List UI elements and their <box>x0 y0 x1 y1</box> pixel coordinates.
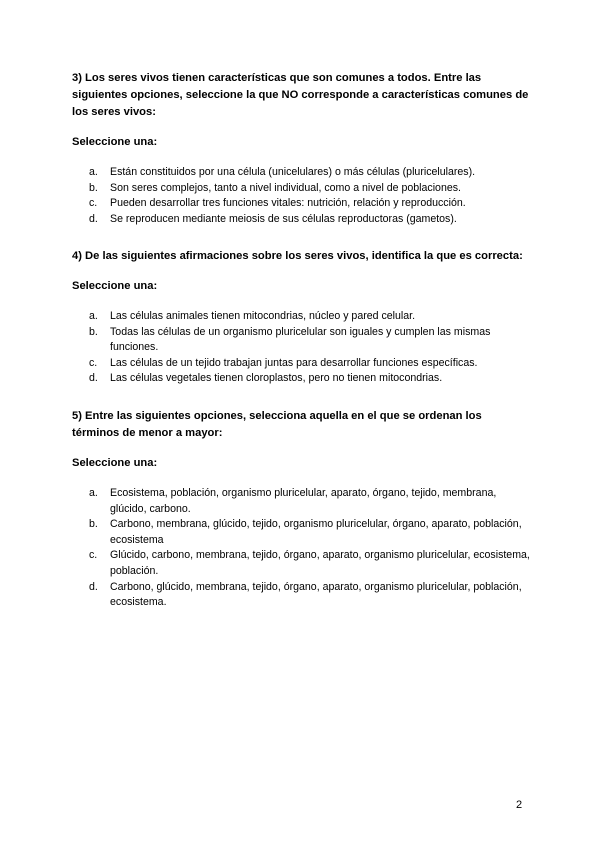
option-text: Carbono, membrana, glúcido, tejido, organismo pluricelular, órgano, aparato, población, ecosistema <box>110 518 522 546</box>
option-b[interactable] <box>72 517 532 548</box>
option-d[interactable] <box>72 580 532 611</box>
question-instruction: Seleccione una: <box>72 457 158 469</box>
question-title: 4) De las siguientes afirmaciones sobre los seres vivos, identifica la que es correcta: <box>72 250 523 262</box>
option-c[interactable] <box>72 548 532 579</box>
option-letter: a. <box>89 487 98 499</box>
option-text: Pueden desarrollar tres funciones vitales: nutrición, relación y reproducción. <box>110 197 466 210</box>
option-b[interactable] <box>72 325 532 356</box>
question-5 <box>72 408 532 611</box>
option-b[interactable] <box>72 181 532 197</box>
option-letter: b. <box>89 518 98 531</box>
option-letter: d. <box>89 212 98 225</box>
option-text: Glúcido, carbono, membrana, tejido, órgano, aparato, organismo pluricelular, ecosistema, población. <box>110 549 530 577</box>
question-3 <box>72 70 532 227</box>
option-letter: a. <box>89 166 98 178</box>
option-letter: c. <box>89 549 98 562</box>
options-list <box>72 486 532 611</box>
page-number: 2 <box>516 799 523 811</box>
option-a[interactable] <box>72 486 532 517</box>
option-text: Son seres complejos, tanto a nivel individual, como a nivel de poblaciones. <box>110 181 461 194</box>
option-text: Están constituidos por una célula (unicelulares) o más células (pluricelulares). <box>110 166 476 178</box>
option-text: Todas las células de un organismo pluricelular son iguales y cumplen las mismas funciones. <box>110 325 491 354</box>
option-a[interactable] <box>72 309 532 325</box>
option-text: Las células de un tejido trabajan juntas para desarrollar funciones específicas. <box>110 356 478 369</box>
option-c[interactable] <box>72 196 532 212</box>
question-title: 5) Entre las siguientes opciones, selecciona aquella en el que se ordenan los términos de menor a mayor: <box>72 410 482 439</box>
option-d[interactable] <box>72 371 532 387</box>
option-a[interactable] <box>72 165 532 181</box>
question-title: 3) Los seres vivos tienen características que son comunes a todos. Entre las siguientes opciones, seleccione la que NO corresponde a características comunes de los seres vivos: <box>72 72 529 118</box>
option-letter: c. <box>89 356 98 369</box>
option-d[interactable] <box>72 212 532 228</box>
option-text: Las células vegetales tienen cloroplastos, pero no tienen mitocondrias. <box>110 372 443 385</box>
options-list <box>72 309 532 387</box>
option-letter: b. <box>89 325 98 338</box>
question-instruction: Seleccione una: <box>72 280 158 292</box>
options-list <box>72 165 532 227</box>
question-instruction: Seleccione una: <box>72 136 158 148</box>
option-text: Las células animales tienen mitocondrias, núcleo y pared celular. <box>110 310 416 322</box>
option-c[interactable] <box>72 356 532 372</box>
option-letter: d. <box>89 372 98 385</box>
option-text: Se reproducen mediante meiosis de sus células reproductoras (gametos). <box>110 212 457 225</box>
option-text: Ecosistema, población, organismo pluricelular, aparato, órgano, tejido, membrana, glúcido, carbono. <box>110 487 497 515</box>
question-4 <box>72 248 532 387</box>
option-letter: c. <box>89 197 98 210</box>
option-letter: a. <box>89 310 98 322</box>
option-text: Carbono, glúcido, membrana, tejido, órgano, aparato, organismo pluricelular, población, ecosistema. <box>110 580 522 609</box>
option-letter: d. <box>89 580 98 593</box>
option-letter: b. <box>89 181 98 194</box>
